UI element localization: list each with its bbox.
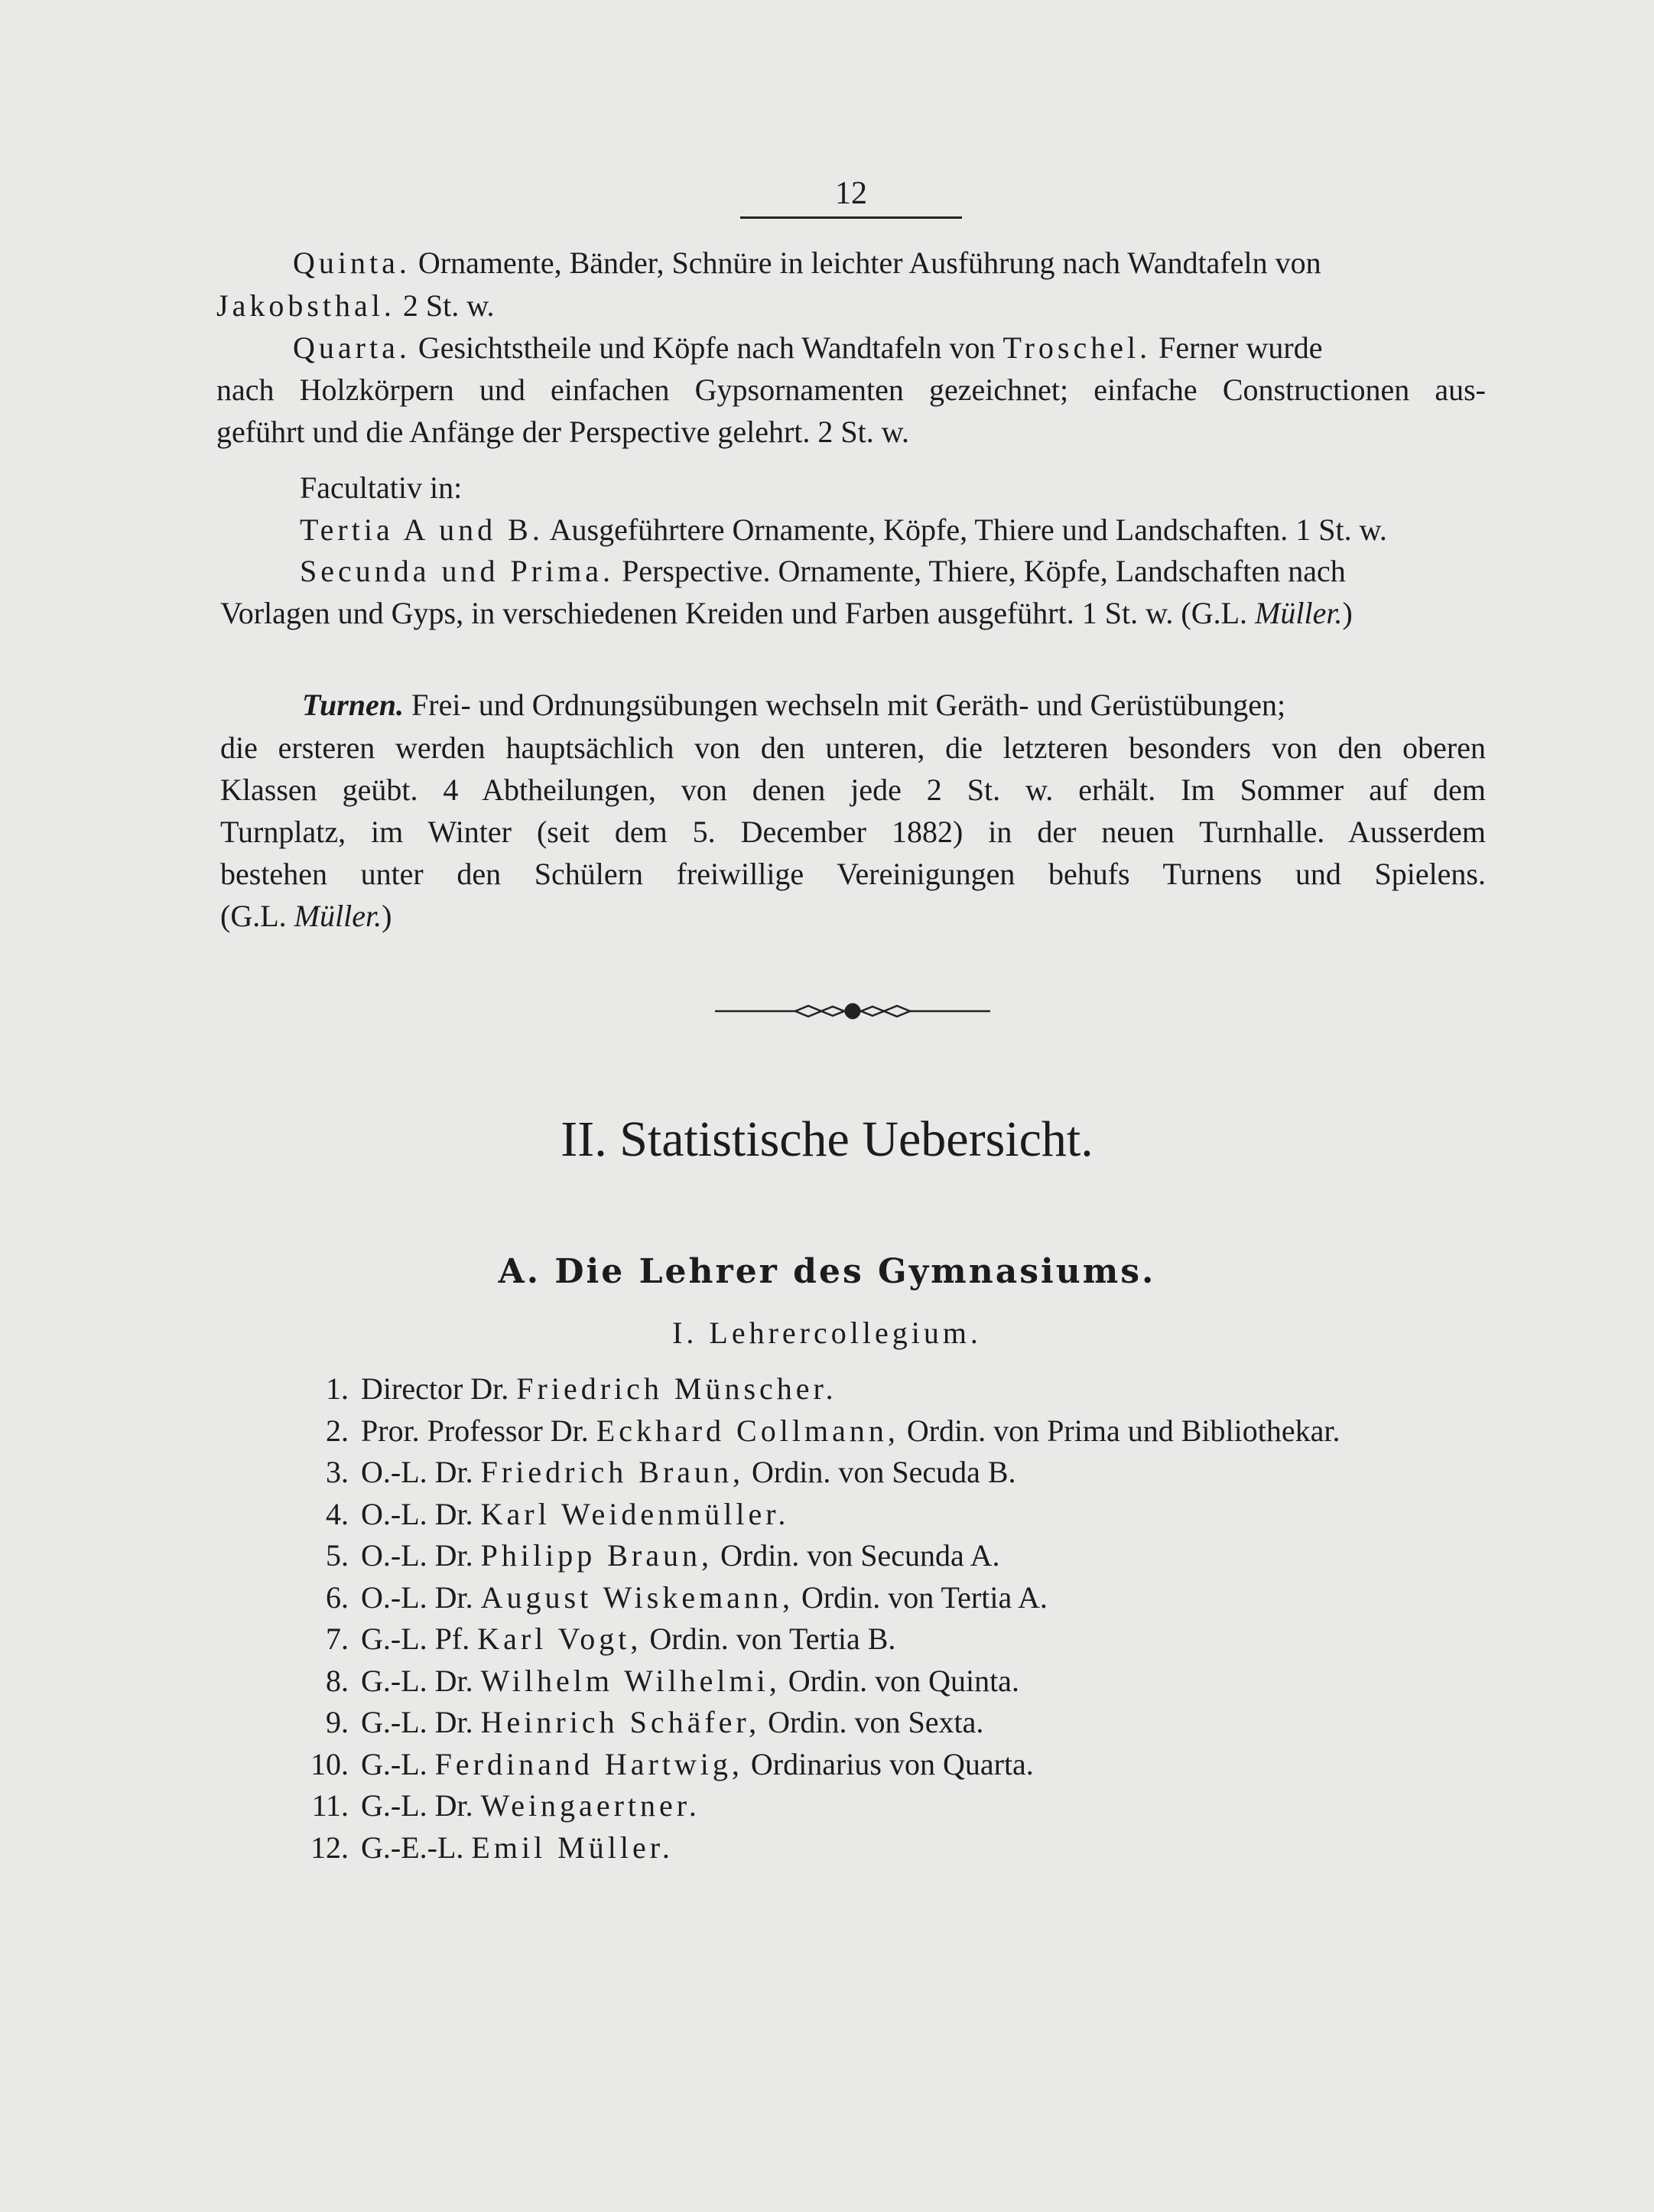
list-item-number: 6. xyxy=(326,1580,349,1615)
teacher-name: Eckhard Collmann, xyxy=(596,1413,899,1448)
turnen-line-1-text: Frei- und Ordnungsübungen wechseln mit Geräth- und Gerüstübungen; xyxy=(411,688,1286,722)
teacher-title: G.-L. Pf. xyxy=(361,1622,470,1656)
teacher-name: Heinrich Schäfer, xyxy=(480,1705,761,1739)
teacher-title: G.-L. Dr. xyxy=(361,1664,473,1698)
turnen-line-6 xyxy=(220,897,392,935)
quinta-name: Jakobsthal. xyxy=(216,288,395,323)
list-item-number: 1. xyxy=(326,1371,349,1406)
teacher-title: G.-L. Dr. xyxy=(361,1705,473,1739)
closing-paren: ) xyxy=(1342,596,1353,630)
list-item-number: 12. xyxy=(310,1830,349,1865)
list-item xyxy=(361,1411,1340,1451)
teacher-title: O.-L. Dr. xyxy=(361,1538,473,1573)
teacher-role: Ordin. von Quinta. xyxy=(788,1664,1019,1698)
secunda-text: Perspective. Ornamente, Thiere, Köpfe, Landschaften nach xyxy=(622,554,1346,588)
list-item-number: 2. xyxy=(326,1413,349,1448)
quinta-text-2: 2 St. w. xyxy=(402,288,495,323)
teacher-role: Ordin. von Sexta. xyxy=(768,1705,984,1739)
list-item-number: 5. xyxy=(326,1538,349,1573)
list-item xyxy=(361,1369,837,1409)
teacher-title: O.-L. Dr. xyxy=(361,1497,473,1531)
teacher-name: Weingaertner. xyxy=(480,1788,700,1823)
teacher-name: Friedrich Braun, xyxy=(480,1455,745,1489)
teacher-role: Ordin. von Tertia A. xyxy=(801,1580,1048,1615)
teacher-role: Ordin. von Tertia B. xyxy=(649,1622,896,1656)
section-heading: II. Statistische Uebersicht. xyxy=(561,1111,1093,1167)
teacher-name: Karl Vogt, xyxy=(477,1622,642,1656)
teacher-name: Philipp Braun, xyxy=(480,1538,713,1573)
quarta-line-2: nach Holzkörpern und einfachen Gypsornamenten gezeichnet; einfache Constructionen aus- xyxy=(216,372,1486,407)
teacher-name: Wilhelm Wilhelmi, xyxy=(480,1664,781,1698)
header-rule xyxy=(740,216,962,219)
facultativ-label: Facultativ in: xyxy=(300,470,463,505)
teacher-name: August Wiskemann, xyxy=(480,1580,794,1615)
quarta-line-1 xyxy=(293,329,1322,367)
teacher-name: Emil Müller. xyxy=(471,1830,674,1865)
list-item xyxy=(361,1495,789,1534)
teacher-role: Ordin. von Secuda B. xyxy=(752,1455,1016,1489)
secunda-line-1 xyxy=(300,552,1346,590)
secunda-line-2 xyxy=(220,594,1353,633)
teacher-title: G.-L. xyxy=(361,1747,427,1781)
turnen-teacher-name: Müller. xyxy=(294,899,382,933)
list-item xyxy=(361,1786,700,1826)
list-item-number: 7. xyxy=(326,1622,349,1656)
turnen-closing-paren: ) xyxy=(382,899,392,933)
quarta-label: Quarta. xyxy=(293,330,411,365)
teacher-title: Pror. Professor Dr. xyxy=(361,1413,589,1448)
tertia-line xyxy=(300,511,1387,549)
list-item xyxy=(361,1745,1034,1784)
turnen-label: Turnen. xyxy=(302,688,405,722)
secunda-label: Secunda und Prima. xyxy=(300,554,615,588)
teacher-title: Director Dr. xyxy=(361,1371,509,1406)
turnen-line-2: die ersteren werden hauptsächlich von den unteren, die letzteren besonders von den oberen xyxy=(220,730,1486,765)
list-item-number: 8. xyxy=(326,1664,349,1698)
list-item-number: 10. xyxy=(310,1747,349,1781)
list-item xyxy=(361,1619,895,1659)
teacher-name: Karl Weidenmüller. xyxy=(480,1497,790,1531)
list-item xyxy=(361,1578,1048,1618)
teacher-name-mueller: Müller. xyxy=(1255,596,1343,630)
quarta-text-2: Ferner wurde xyxy=(1158,330,1323,365)
tertia-text: Ausgeführtere Ornamente, Köpfe, Thiere und Landschaften. 1 St. w. xyxy=(549,512,1387,547)
turnen-line-4: Turnplatz, im Winter (seit dem 5. December 1882) in der neuen Turnhalle. Ausserdem xyxy=(220,815,1486,849)
list-item xyxy=(361,1452,1016,1492)
quarta-name: Troschel. xyxy=(1002,330,1152,365)
quinta-line-1 xyxy=(293,244,1321,282)
teacher-role: Ordin. von Secunda A. xyxy=(720,1538,1000,1573)
quinta-line-2 xyxy=(216,287,495,325)
teacher-title: O.-L. Dr. xyxy=(361,1455,473,1489)
subsection-heading: A. Die Lehrer des Gymnasiums. xyxy=(498,1252,1156,1291)
list-item xyxy=(361,1703,983,1742)
quarta-text-1: Gesichtstheile und Köpfe nach Wandtafeln von xyxy=(418,330,996,365)
list-item-number: 4. xyxy=(326,1497,349,1531)
teacher-title: G.-L. Dr. xyxy=(361,1788,473,1823)
ornamental-divider xyxy=(715,996,990,1026)
teacher-title: G.-E.-L. xyxy=(361,1830,464,1865)
list-item xyxy=(361,1536,1000,1576)
page-number: 12 xyxy=(835,176,867,211)
quinta-label: Quinta. xyxy=(293,246,411,280)
teacher-name: Friedrich Münscher. xyxy=(516,1371,837,1406)
teacher-name: Ferdinand Hartwig, xyxy=(434,1747,743,1781)
list-item xyxy=(361,1661,1019,1701)
teacher-role: Ordin. von Prima und Bibliothekar. xyxy=(906,1413,1340,1448)
turnen-line-6-text: (G.L. xyxy=(220,899,287,933)
teacher-role: Ordinarius von Quarta. xyxy=(750,1747,1034,1781)
teacher-title: O.-L. Dr. xyxy=(361,1580,473,1615)
list-item-number: 9. xyxy=(326,1705,349,1739)
turnen-line-5: bestehen unter den Schülern freiwillige Vereinigungen behufs Turnens und Spielens. xyxy=(220,857,1486,891)
turnen-line-1 xyxy=(302,686,1285,724)
list-item xyxy=(361,1828,674,1868)
tertia-label: Tertia A und B. xyxy=(300,512,544,547)
quinta-text-1: Ornamente, Bänder, Schnüre in leichter Ausführung nach Wandtafeln von xyxy=(418,246,1321,280)
list-item-number: 3. xyxy=(326,1455,349,1489)
secunda-line-2-text: Vorlagen und Gyps, in verschiedenen Kreiden und Farben ausgeführt. 1 St. w. (G.L. xyxy=(220,596,1248,630)
turnen-line-3: Klassen geübt. 4 Abtheilungen, von denen jede 2 St. w. erhält. Im Sommer auf dem xyxy=(220,773,1486,807)
list-item-number: 11. xyxy=(311,1788,349,1823)
kollegium-heading: I. Lehrercollegium. xyxy=(672,1316,982,1350)
quarta-line-3: geführt und die Anfänge der Perspective gelehrt. 2 St. w. xyxy=(216,415,910,449)
